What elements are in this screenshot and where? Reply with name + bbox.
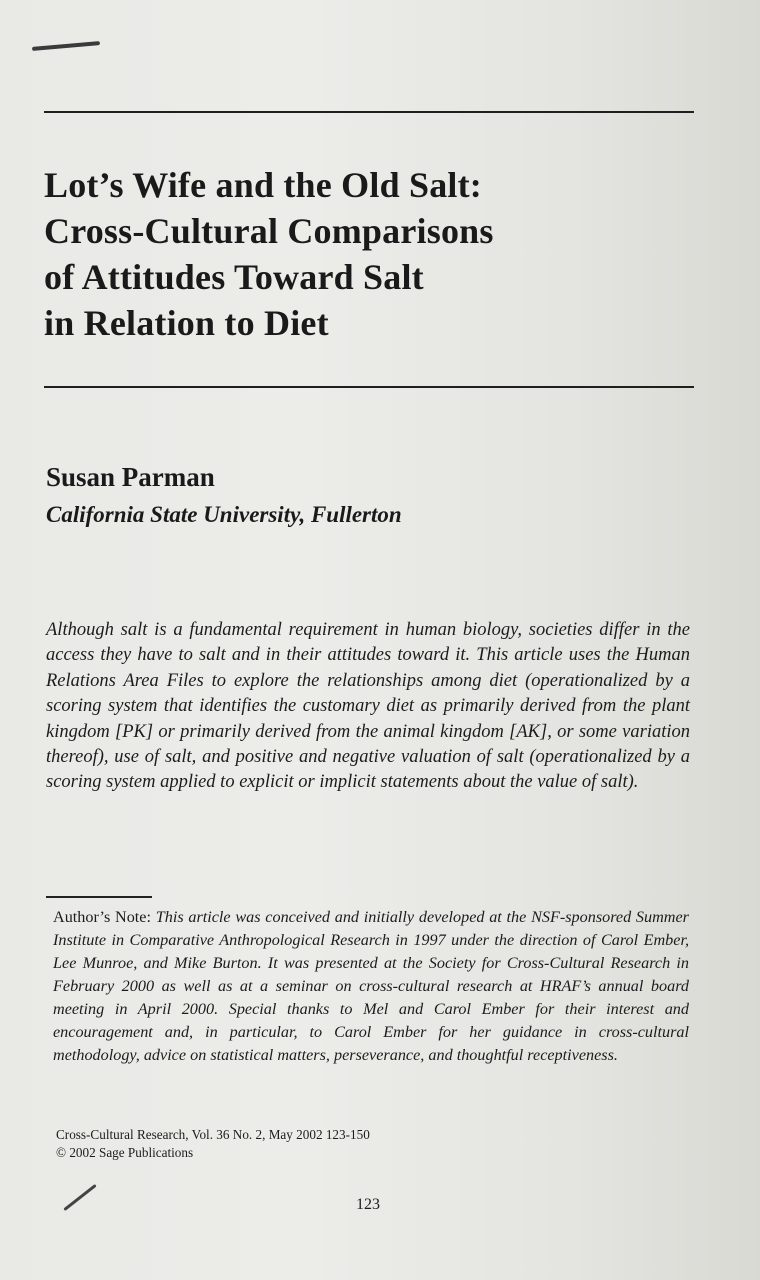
citation [56, 1126, 370, 1162]
title-line: Cross-Cultural Comparisons [44, 211, 494, 251]
author-affiliation: California State University, Fullerton [46, 502, 402, 527]
pen-mark [32, 41, 100, 51]
abstract: Although salt is a fundamental requirement in human biology, societies differ in the access they have to salt and in their attitudes toward it. This article uses the Human Relations Area Files to explore the relationships among diet (operationalized by a scoring system that identifies the customary diet as primarily derived from the plant kingdom [PK] or primarily derived from the animal kingdom [AK], or some variation thereof), use of salt, and positive and negative valuation of salt (operationalized by a scoring system applied to explicit or implicit statements about the value of salt). [46, 620, 690, 793]
citation-journal: Cross-Cultural Research, Vol. 36 No. 2, May 2002 123-150 [56, 1127, 370, 1142]
title-line: of Attitudes Toward Salt [44, 257, 424, 297]
authors-note-body: This article was conceived and initially developed at the NSF-sponsored Summer Institute in Comparative Anthropological Research in 1997 under the direction of Carol Ember, Lee Munroe, and Mike Burton. It was presented at the Society for Cross-Cultural Research in February 2000 as well as at a seminar on cross-cultural research at HRAF’s annual board meeting in April 2000. Special thanks to Mel and Carol Ember for their interest and encouragement and, in particular, to Carol Ember for her guidance in cross-cultural methodology, advice on statistical matters, perseverance, and thoughtful receptiveness. [53, 908, 689, 1064]
pen-mark [63, 1184, 96, 1211]
page-number: 123 [356, 1196, 380, 1213]
top-rule [44, 111, 694, 113]
footnote-rule [46, 896, 152, 898]
title-line: in Relation to Diet [44, 303, 329, 343]
citation-copyright: © 2002 Sage Publications [56, 1145, 194, 1160]
article-title [44, 162, 704, 346]
authors-note-lead: Author’s Note: [53, 908, 151, 926]
author-name: Susan Parman [46, 462, 215, 492]
title-rule [44, 386, 694, 388]
authors-note [53, 906, 689, 1067]
title-line: Lot’s Wife and the Old Salt: [44, 165, 482, 205]
